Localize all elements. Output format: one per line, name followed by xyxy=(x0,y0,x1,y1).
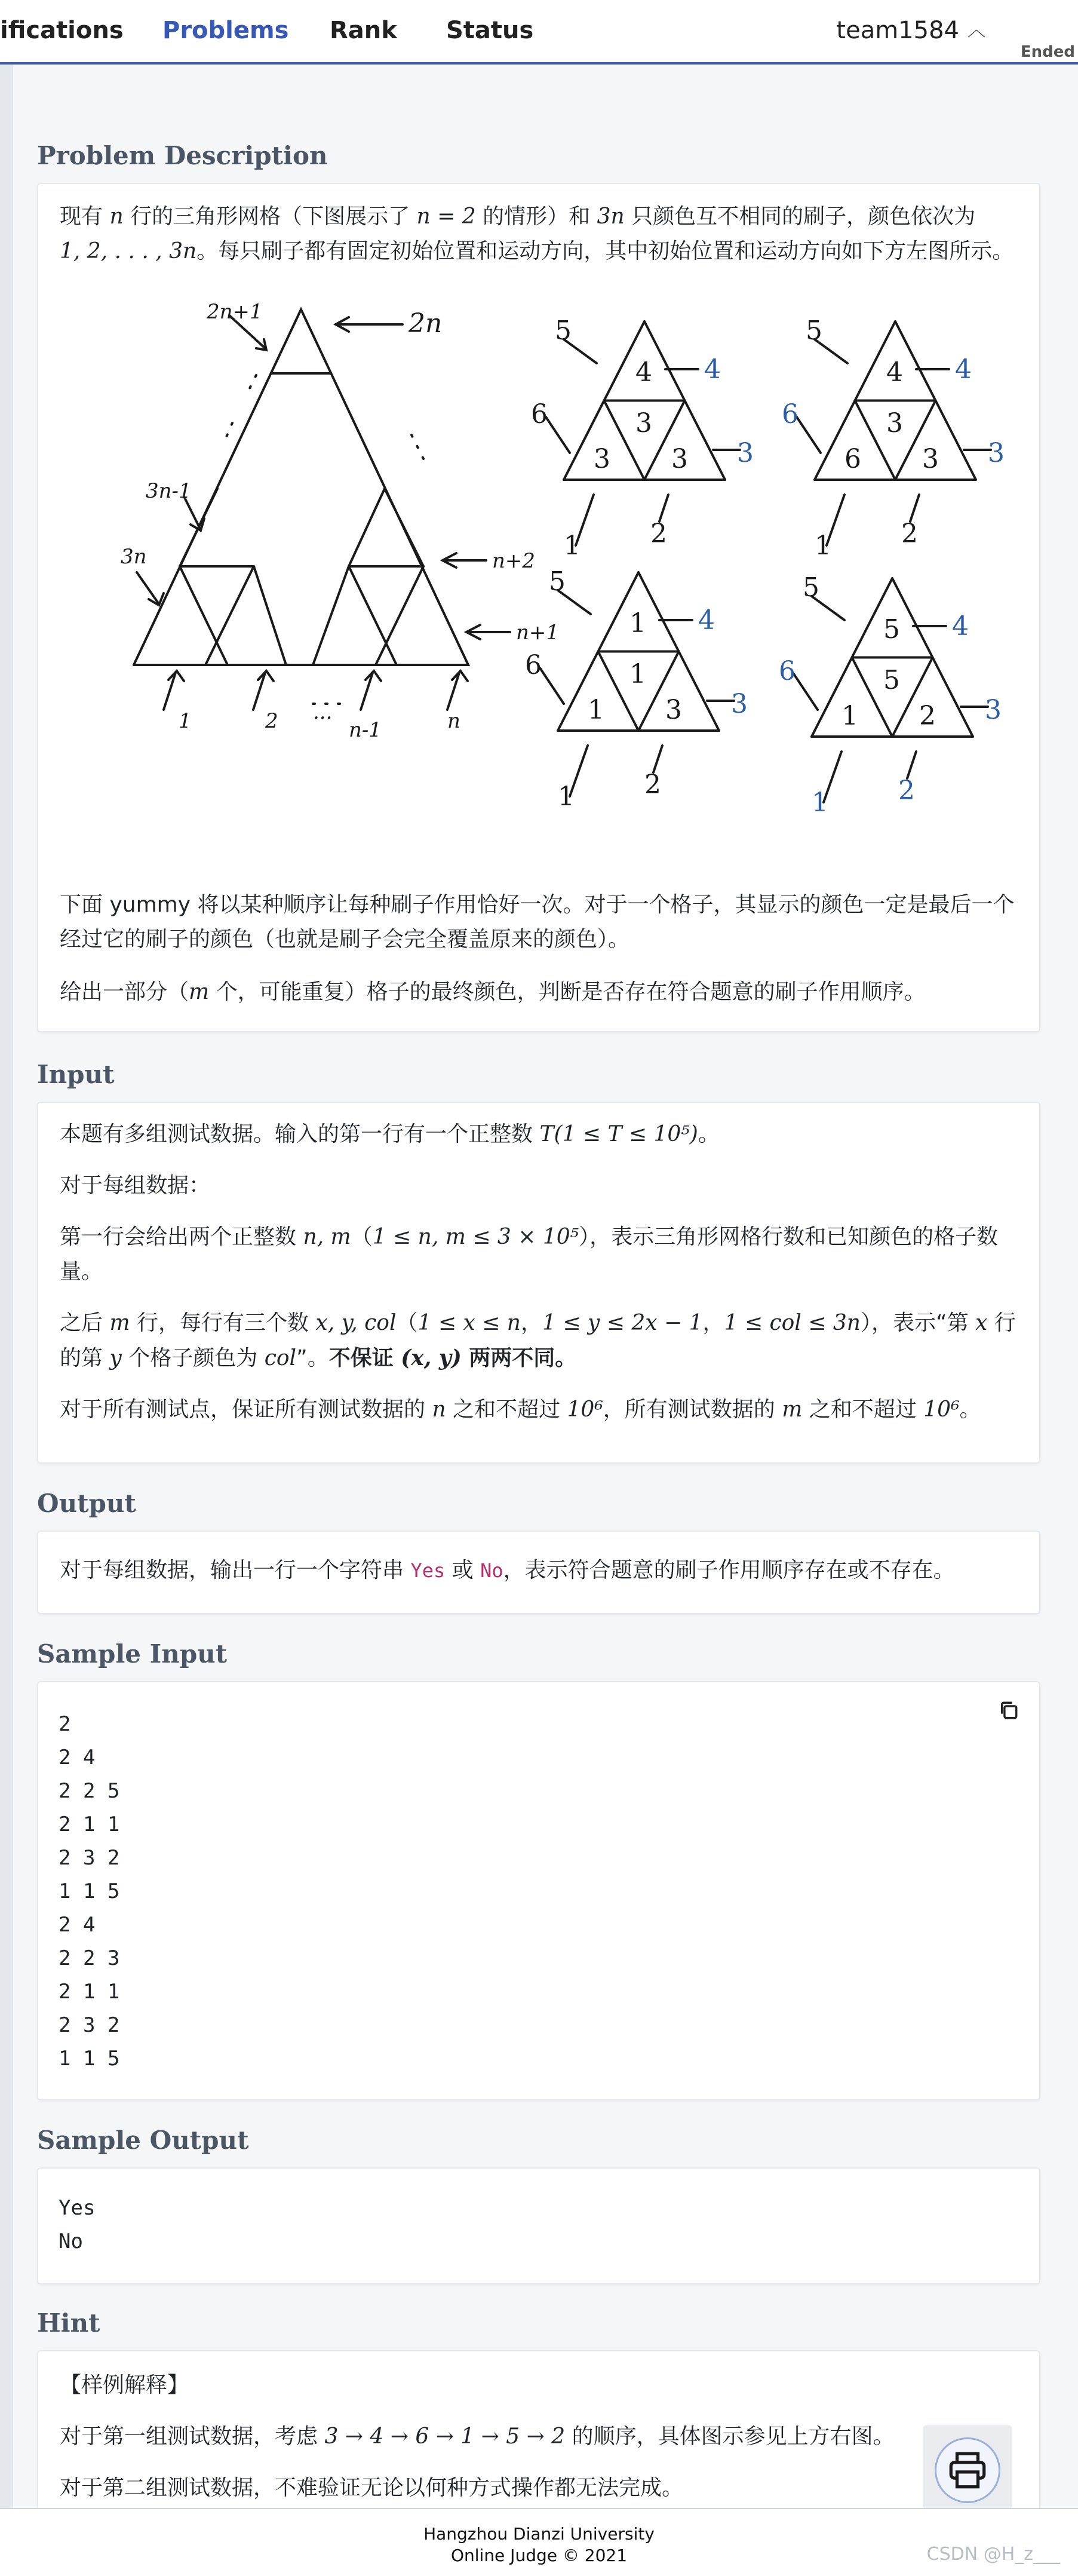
left-rail xyxy=(0,65,13,2508)
footer-university: Hangzhou Dianzi University xyxy=(423,2524,655,2544)
yes-code: Yes xyxy=(410,1559,446,1582)
code-line: Yes xyxy=(59,2196,96,2220)
label-2n: 2n xyxy=(409,308,443,339)
section-title-sample-output: Sample Output xyxy=(37,2126,249,2155)
brush-diagram-label: 3 xyxy=(665,695,682,725)
print-button-circle xyxy=(935,2437,1000,2503)
label-n+2: n+2 xyxy=(492,549,536,573)
copy-icon[interactable] xyxy=(999,1700,1019,1721)
input-paragraph-2: 对于每组数据： xyxy=(60,1173,211,1198)
sample-input-card xyxy=(37,1681,1040,2100)
brush-diagram-label: 6 xyxy=(844,444,861,474)
brush-diagram-label: 2 xyxy=(919,701,936,731)
brush-diagram-label: 3 xyxy=(731,689,748,719)
footer-copyright: Online Judge © 2021 xyxy=(450,2546,628,2565)
sample-output-code xyxy=(59,2191,95,2258)
brush-diagram-label: 1 xyxy=(812,787,828,818)
output-card xyxy=(37,1531,1040,1614)
hint-paragraph-3: 对于第二组测试数据，不难验证无论以何种方式操作都无法完成。 xyxy=(60,2476,684,2500)
nav-rank[interactable]: Rank xyxy=(330,17,397,44)
section-title-output: Output xyxy=(37,1489,136,1518)
brush-diagram-label: 5 xyxy=(806,315,822,346)
brush-diagram-label: 1 xyxy=(629,608,646,639)
brush-diagram xyxy=(50,298,1030,823)
brush-diagram-label: 4 xyxy=(886,357,903,388)
description-card xyxy=(37,183,1040,1032)
code-line: 2 4 xyxy=(59,1746,96,1770)
chevron-up-icon: ︿ xyxy=(968,20,985,41)
description-paragraph-2: 下面 yummy 将以某种顺序让每种刷子作用恰好一次。对于一个格子，其显示的颜色一定是最后一个经过它的刷子的颜色（也就是刷子会完全覆盖原来的颜色）。 xyxy=(60,893,1015,952)
code-line: 2 1 1 xyxy=(59,1980,120,2004)
label-dots: ... xyxy=(313,700,333,724)
printer-icon xyxy=(947,2449,988,2491)
watermark: CSDN @H_z___ xyxy=(926,2544,1060,2565)
code-line: 2 4 xyxy=(59,1913,96,1937)
brush-diagram-label: 1 xyxy=(629,659,646,689)
brush-diagram-label: 3 xyxy=(922,444,939,474)
print-button[interactable] xyxy=(923,2425,1012,2515)
section-title-hint: Hint xyxy=(37,2308,100,2338)
brush-diagram-label: 6 xyxy=(782,399,798,430)
contest-status-badge: Ended xyxy=(1020,43,1075,61)
brush-diagram-label: 2 xyxy=(644,769,661,800)
brush-diagram-label: 1 xyxy=(815,530,831,561)
code-line: 1 1 5 xyxy=(59,2047,120,2071)
team-name: team1584 xyxy=(836,17,959,44)
brush-diagram-label: 3 xyxy=(886,408,903,438)
code-line: No xyxy=(59,2230,83,2253)
label-1: 1 xyxy=(179,709,192,733)
top-nav xyxy=(0,0,1078,65)
hint-paragraph-1: 【样例解释】 xyxy=(60,2373,189,2397)
nav-problems[interactable]: Problems xyxy=(162,17,289,44)
section-title-sample-input: Sample Input xyxy=(37,1639,228,1669)
brush-diagram-label: 3 xyxy=(737,438,754,468)
code-line: 1 1 5 xyxy=(59,1879,120,1903)
team-menu[interactable] xyxy=(836,17,985,44)
brush-diagram-label: 1 xyxy=(564,530,581,561)
label-n: n xyxy=(447,709,460,733)
input-card xyxy=(37,1102,1040,1464)
label-3n: 3n xyxy=(121,545,147,569)
section-title-description: Problem Description xyxy=(37,141,328,170)
brush-diagram-label: 1 xyxy=(588,695,604,725)
brush-diagram-label: 3 xyxy=(988,438,1005,468)
brush-diagram-label: 5 xyxy=(803,572,819,603)
label-2n+1: 2n+1 xyxy=(207,300,263,324)
no-code: No xyxy=(480,1559,503,1582)
footer xyxy=(0,2508,1078,2576)
brush-diagram-label: 5 xyxy=(883,665,900,695)
brush-diagram-label: 6 xyxy=(525,650,542,680)
brush-diagram-label: 3 xyxy=(671,444,688,474)
label-n-1: n-1 xyxy=(349,718,382,742)
code-line: 2 3 2 xyxy=(59,2013,120,2037)
brush-diagram-label: 4 xyxy=(704,354,721,385)
code-line: 2 xyxy=(59,1712,71,1736)
hint-paragraph-2: 对于第一组测试数据，考虑 3 → 4 → 6 → 1 → 5 → 2 的顺序，具体图示参见上方右图。 xyxy=(60,2424,895,2449)
description-paragraph-3: 给出一部分（m 个，可能重复）格子的最终颜色，判断是否存在符合题意的刷子作用顺序。 xyxy=(60,980,926,1004)
label-3n-1: 3n-1 xyxy=(146,479,192,503)
input-paragraph-5: 对于所有测试点，保证所有测试数据的 n 之和不超过 10⁶，所有测试数据的 m 之和不超过 10⁶。 xyxy=(60,1397,981,1422)
brush-diagram-label: 3 xyxy=(594,444,610,474)
sample-output-card xyxy=(37,2167,1040,2284)
input-paragraph-1: 本题有多组测试数据。输入的第一行有一个正整数 T(1 ≤ T ≤ 10⁵)。 xyxy=(60,1122,720,1146)
brush-diagram-label: 2 xyxy=(901,519,918,549)
code-line: 2 1 1 xyxy=(59,1813,120,1836)
input-paragraph-4: 之后 m 行，每行有三个数 x, y, col（1 ≤ x ≤ n，1 ≤ y ≤ 2x − 1，1 ≤ col ≤ 3n），表示“第 x 行的第 y 个格子颜色为 col”。不保证 (x, y) 两两不同。 xyxy=(60,1311,1016,1370)
brush-diagram-label: 5 xyxy=(555,315,572,346)
output-paragraph: 对于每组数据，输出一行一个字符串 Yes 或 No，表示符合题意的刷子作用顺序存在或不存在。 xyxy=(60,1558,955,1583)
description-paragraph-1: 现有 n 行的三角形网格（下图展示了 n = 2 的情形）和 3n 只颜色互不相同的刷子，颜色依次为 1, 2, . . . , 3n。每只刷子都有固定初始位置和运动方向，其中初始位置和运动方向如下方左图所示。 xyxy=(60,204,1014,263)
brush-diagram-label: 4 xyxy=(635,357,652,388)
brush-diagram-label: 2 xyxy=(898,775,915,806)
brush-diagram-label: 3 xyxy=(635,408,652,438)
label-2: 2 xyxy=(265,709,278,733)
brush-diagram-label: 4 xyxy=(698,605,715,636)
brush-diagram-label: 5 xyxy=(883,614,900,645)
brush-diagram-label: 2 xyxy=(650,519,667,549)
brush-diagram-label: 6 xyxy=(779,656,796,686)
code-line: 2 3 2 xyxy=(59,1846,120,1870)
section-title-input: Input xyxy=(37,1060,115,1089)
code-line: 2 2 5 xyxy=(59,1779,120,1803)
brush-diagram-label: 1 xyxy=(558,781,575,812)
brush-diagram-label: 1 xyxy=(841,701,858,731)
nav-status[interactable]: Status xyxy=(446,17,534,44)
brush-diagram-label: 5 xyxy=(549,566,566,597)
label-n+1: n+1 xyxy=(516,621,560,645)
input-paragraph-3: 第一行会给出两个正整数 n, m（1 ≤ n, m ≤ 3 × 10⁵），表示三角形网格行数和已知颜色的格子数量。 xyxy=(60,1225,999,1284)
code-line: 2 2 3 xyxy=(59,1946,120,1970)
nav-clarifications[interactable]: ifications xyxy=(0,17,124,44)
brush-diagram-label: 6 xyxy=(531,399,548,430)
brush-diagram-label: 3 xyxy=(985,695,1002,725)
sample-input-code xyxy=(59,1707,119,2075)
brush-diagram-label: 4 xyxy=(955,354,972,385)
brush-diagram-label: 4 xyxy=(952,611,969,642)
